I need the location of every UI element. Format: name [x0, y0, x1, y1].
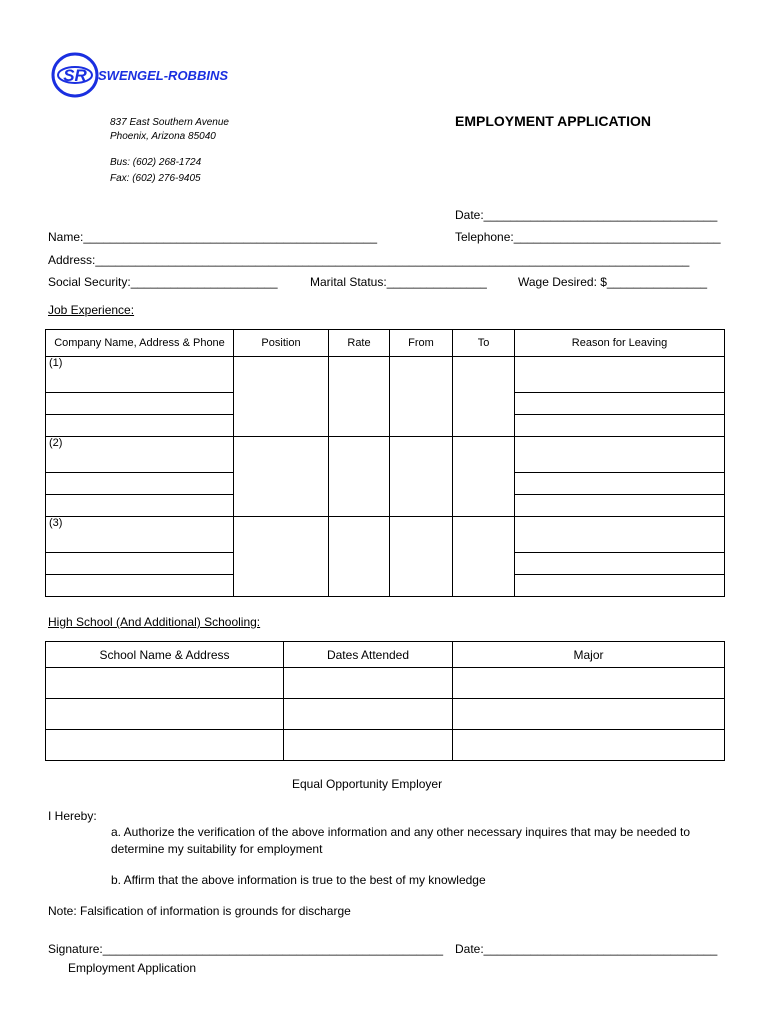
footer-label: Employment Application	[68, 961, 197, 975]
job-company-line[interactable]	[46, 553, 234, 575]
job-company-line[interactable]	[46, 415, 234, 437]
equal-opportunity-text: Equal Opportunity Employer	[292, 777, 443, 791]
job-reason-cell[interactable]	[515, 517, 725, 553]
col-dates-attended: Dates Attended	[284, 642, 453, 668]
page-title: EMPLOYMENT APPLICATION	[455, 113, 651, 129]
job-entry-label[interactable]: (1)	[46, 357, 234, 393]
phone-fax: Fax: (602) 276-9405	[110, 173, 201, 184]
job-position-cell[interactable]	[234, 357, 329, 437]
job-reason-line[interactable]	[515, 393, 725, 415]
job-to-cell[interactable]	[453, 517, 515, 597]
col-to: To	[453, 330, 515, 357]
school-name-cell[interactable]	[46, 699, 284, 730]
job-position-cell[interactable]	[234, 437, 329, 517]
col-major: Major	[453, 642, 725, 668]
hereby-clause-a-line2: determine my suitability for employment	[111, 842, 323, 856]
col-rate: Rate	[329, 330, 390, 357]
address-street: 837 East Southern Avenue	[110, 117, 229, 128]
schooling-heading: High School (And Additional) Schooling:	[48, 615, 261, 629]
job-to-cell[interactable]	[453, 437, 515, 517]
col-reason: Reason for Leaving	[515, 330, 725, 357]
school-name-cell[interactable]	[46, 668, 284, 699]
job-to-cell[interactable]	[453, 357, 515, 437]
job-reason-line[interactable]	[515, 553, 725, 575]
hereby-label: I Hereby:	[48, 809, 97, 823]
job-reason-line[interactable]	[515, 575, 725, 597]
company-logo	[50, 50, 250, 100]
col-position: Position	[234, 330, 329, 357]
wage-desired-field[interactable]: Wage Desired: $_______________	[518, 275, 708, 289]
job-reason-line[interactable]	[515, 415, 725, 437]
school-dates-cell[interactable]	[284, 730, 453, 761]
signature-field[interactable]: Signature:___________________________________________________	[48, 942, 444, 956]
job-rate-cell[interactable]	[329, 517, 390, 597]
col-from: From	[390, 330, 453, 357]
hereby-clause-a-line1: a. Authorize the verification of the above information and any other necessary inquires that may be needed to	[111, 825, 691, 839]
school-major-cell[interactable]	[453, 668, 725, 699]
telephone-field[interactable]: Telephone:_______________________________	[455, 230, 721, 244]
job-rate-cell[interactable]	[329, 357, 390, 437]
school-major-cell[interactable]	[453, 699, 725, 730]
col-school-name: School Name & Address	[46, 642, 284, 668]
col-company: Company Name, Address & Phone	[46, 330, 234, 357]
job-position-cell[interactable]	[234, 517, 329, 597]
school-major-cell[interactable]	[453, 730, 725, 761]
address-city: Phoenix, Arizona 85040	[110, 131, 216, 142]
school-dates-cell[interactable]	[284, 668, 453, 699]
school-name-cell[interactable]	[46, 730, 284, 761]
job-experience-heading: Job Experience:	[48, 303, 135, 317]
job-from-cell[interactable]	[390, 357, 453, 437]
name-field[interactable]: Name:____________________________________________	[48, 230, 377, 244]
job-reason-line[interactable]	[515, 473, 725, 495]
logo-initials: SR	[63, 66, 87, 85]
marital-status-field[interactable]: Marital Status:_______________	[310, 275, 487, 289]
job-company-line[interactable]	[46, 393, 234, 415]
job-from-cell[interactable]	[390, 437, 453, 517]
job-company-line[interactable]	[46, 473, 234, 495]
job-entry-label[interactable]: (3)	[46, 517, 234, 553]
phone-bus: Bus: (602) 268-1724	[110, 157, 202, 168]
schooling-table	[45, 641, 725, 761]
school-dates-cell[interactable]	[284, 699, 453, 730]
job-company-line[interactable]	[46, 495, 234, 517]
job-entry-label[interactable]: (2)	[46, 437, 234, 473]
job-experience-table	[45, 329, 725, 597]
date-field[interactable]: Date:___________________________________	[455, 208, 718, 222]
job-from-cell[interactable]	[390, 517, 453, 597]
job-reason-line[interactable]	[515, 495, 725, 517]
address-field[interactable]: Address:_________________________________________________________________________________________	[48, 253, 690, 267]
logo-company-name: SWENGEL-ROBBINS	[98, 68, 228, 83]
signature-date-field[interactable]: Date:___________________________________	[455, 942, 718, 956]
job-reason-cell[interactable]	[515, 437, 725, 473]
falsification-note: Note: Falsification of information is grounds for discharge	[48, 904, 351, 918]
social-security-field[interactable]: Social Security:______________________	[48, 275, 278, 289]
hereby-clause-b: b. Affirm that the above information is true to the best of my knowledge	[111, 873, 486, 887]
job-reason-cell[interactable]	[515, 357, 725, 393]
job-company-line[interactable]	[46, 575, 234, 597]
job-rate-cell[interactable]	[329, 437, 390, 517]
